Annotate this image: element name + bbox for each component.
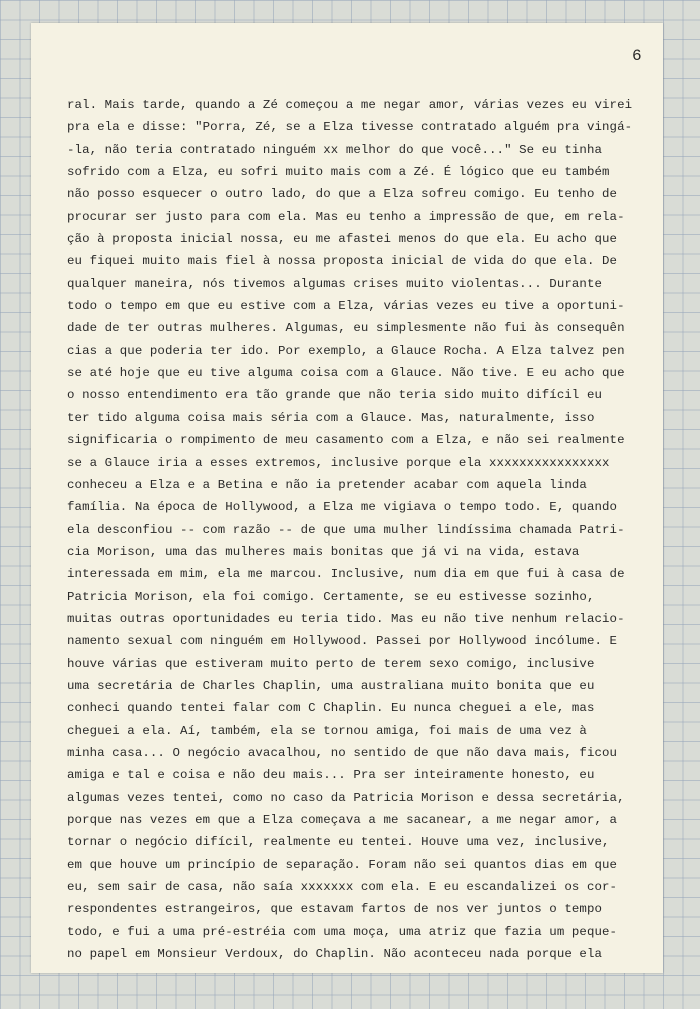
typewritten-body bbox=[67, 94, 657, 965]
text-line: interessada em mim, ela me marcou. Inclusive, num dia em que fui à casa de bbox=[67, 567, 625, 582]
text-line: conheceu a Elza e a Betina e não ia pretender acabar com aquela linda bbox=[67, 477, 587, 492]
text-line: algumas vezes tentei, como no caso da Patricia Morison e dessa secretária, bbox=[67, 790, 625, 805]
text-line: significaria o rompimento de meu casamento com a Elza, e não sei realmente bbox=[67, 433, 625, 448]
text-line: todo, e fui a uma pré-estréia com uma moça, uma atriz que fazia um peque- bbox=[67, 924, 618, 939]
text-line: qualquer maneira, nós tivemos algumas crises muito violentas... Durante bbox=[67, 276, 603, 291]
text-line: sofrido com a Elza, eu sofri muito mais com a Zé. É lógico que eu também bbox=[67, 165, 610, 180]
text-line: ral. Mais tarde, quando a Zé começou a me negar amor, várias vezes eu virei bbox=[67, 98, 633, 112]
text-line: se a Glauce iria a esses extremos, inclusive porque ela xxxxxxxxxxxxxxxx bbox=[67, 455, 610, 470]
text-line: minha casa... O negócio avacalhou, no sentido de que não dava mais, ficou bbox=[67, 745, 618, 760]
text-line: pra ela e disse: "Porra, Zé, se a Elza tivesse contratado alguém pra vingá- bbox=[67, 120, 633, 135]
text-line: muitas outras oportunidades eu teria tido. Mas eu não tive nenhum relacio- bbox=[67, 611, 625, 626]
text-line: amiga e tal e coisa e não deu mais... Pra ser inteiramente honesto, eu bbox=[67, 768, 595, 783]
text-line: se até hoje que eu tive alguma coisa com a Glauce. Não tive. E eu acho que bbox=[67, 366, 625, 381]
text-line: dade de ter outras mulheres. Algumas, eu simplesmente não fui às consequên bbox=[67, 321, 625, 336]
text-line: em que houve um princípio de separação. Foram não sei quantos dias em que bbox=[67, 857, 618, 872]
text-line: cheguei a ela. Aí, também, ela se tornou amiga, foi mais de uma vez à bbox=[67, 723, 587, 738]
text-line: ção à proposta inicial nossa, eu me afastei menos do que ela. Eu acho que bbox=[67, 232, 618, 247]
text-line: Patricia Morison, ela foi comigo. Certamente, se eu estivesse sozinho, bbox=[67, 589, 595, 604]
text-line: ter tido alguma coisa mais séria com a Glauce. Mas, naturalmente, isso bbox=[67, 410, 595, 425]
text-line: -la, não teria contratado ninguém xx melhor do que você..." Se eu tinha bbox=[67, 142, 603, 157]
text-line: família. Na época de Hollywood, a Elza me vigiava o tempo todo. E, quando bbox=[67, 500, 618, 515]
text-line: respondentes estrangeiros, que estavam fartos de nos ver juntos o tempo bbox=[67, 902, 603, 917]
text-line: não posso esquecer o outro lado, do que a Elza sofreu comigo. Eu tenho de bbox=[67, 187, 618, 202]
text-line: namento sexual com ninguém em Hollywood. Passei por Hollywood incólume. E bbox=[67, 634, 618, 649]
page-number: 6 bbox=[632, 47, 642, 65]
text-line: conheci quando tentei falar com C Chaplin. Eu nunca cheguei a ele, mas bbox=[67, 701, 595, 716]
text-line: ela desconfiou -- com razão -- de que uma mulher lindíssima chamada Patri- bbox=[67, 522, 625, 537]
text-line: o nosso entendimento era tão grande que não teria sido muito difícil eu bbox=[67, 388, 603, 403]
text-line: houve várias que estiveram muito perto de terem sexo comigo, inclusive bbox=[67, 656, 595, 671]
text-line: porque nas vezes em que a Elza começava a me sacanear, a me negar amor, a bbox=[67, 813, 618, 827]
text-line: eu, sem sair de casa, não saía xxxxxxx com ela. E eu escandalizei os cor- bbox=[67, 880, 618, 895]
typewritten-page bbox=[31, 23, 663, 973]
text-line: no papel em Monsieur Verdoux, do Chaplin. Não aconteceu nada porque ela bbox=[67, 947, 603, 962]
text-line: cias a que poderia ter ido. Por exemplo, a Glauce Rocha. A Elza talvez pen bbox=[67, 343, 625, 358]
text-line: procurar ser justo para com ela. Mas eu tenho a impressão de que, em rela- bbox=[67, 209, 625, 224]
text-line: todo o tempo em que eu estive com a Elza, várias vezes eu tive a oportuni- bbox=[67, 299, 625, 314]
text-line: uma secretária de Charles Chaplin, uma australiana muito bonita que eu bbox=[67, 678, 595, 693]
text-line: cia Morison, uma das mulheres mais bonitas que já vi na vida, estava bbox=[67, 544, 580, 559]
text-line: tornar o negócio difícil, realmente eu tentei. Houve uma vez, inclusive, bbox=[67, 835, 610, 850]
text-line: eu fiquei muito mais fiel à nossa proposta inicial de vida do que ela. De bbox=[67, 254, 618, 269]
